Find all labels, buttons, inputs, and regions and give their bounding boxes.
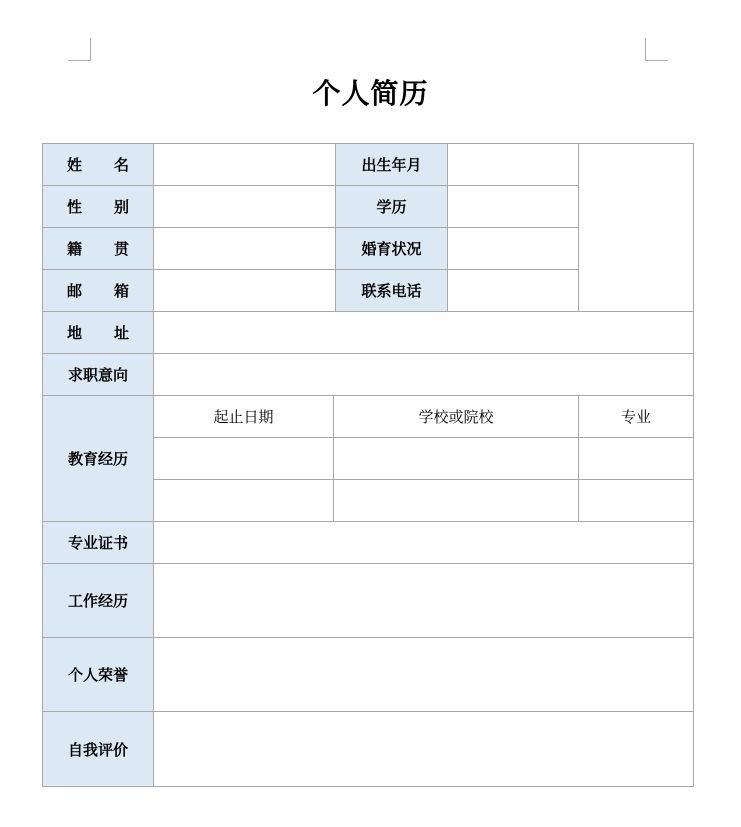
input-cell-education[interactable]: [448, 186, 579, 228]
photo-cell[interactable]: [579, 144, 694, 312]
edu-header-school: 学校或院校: [334, 396, 579, 438]
input-cell-marital[interactable]: [448, 228, 579, 270]
label-birth: 出生年月: [336, 144, 448, 186]
table-row-name: [43, 144, 694, 186]
table-row-job-intent: [43, 354, 694, 396]
input-cell-birth[interactable]: [448, 144, 579, 186]
label-work-experience: 工作经历: [43, 564, 154, 638]
table-row-honors: [43, 638, 694, 712]
edu-cell-major[interactable]: [579, 438, 694, 480]
label-marital: 婚育状况: [336, 228, 448, 270]
input-cell-email[interactable]: [154, 270, 336, 312]
label-self-evaluation: 自我评价: [43, 712, 154, 787]
page-corner-mark-top-left: [68, 38, 91, 61]
input-cell-self-evaluation[interactable]: [154, 712, 694, 787]
table-row-certificates: [43, 522, 694, 564]
input-cell-name[interactable]: [154, 144, 336, 186]
input-cell-certificates[interactable]: [154, 522, 694, 564]
input-cell-gender[interactable]: [154, 186, 336, 228]
table-row-address: [43, 312, 694, 354]
table-row-self-eval: [43, 712, 694, 787]
input-cell-work-experience[interactable]: [154, 564, 694, 638]
resume-table: [42, 143, 694, 787]
label-address: 地 址: [43, 312, 154, 354]
input-cell-job-intent[interactable]: [154, 354, 694, 396]
edu-cell-school[interactable]: [334, 480, 579, 522]
document-title: 个人简历: [312, 77, 429, 110]
page-corner-mark-top-right: [645, 38, 668, 61]
label-native: 籍 贯: [43, 228, 154, 270]
label-gender: 性 别: [43, 186, 154, 228]
label-education: 学历: [336, 186, 448, 228]
edu-header-dates: 起止日期: [154, 396, 334, 438]
table-row-work: [43, 564, 694, 638]
input-cell-honors[interactable]: [154, 638, 694, 712]
input-cell-address[interactable]: [154, 312, 694, 354]
label-name: 姓 名: [43, 144, 154, 186]
edu-cell-school[interactable]: [334, 438, 579, 480]
table-row-education-header: [43, 396, 694, 438]
input-cell-phone[interactable]: [448, 270, 579, 312]
label-job-intent: 求职意向: [43, 354, 154, 396]
label-phone: 联系电话: [336, 270, 448, 312]
edu-cell-dates[interactable]: [154, 438, 334, 480]
label-email: 邮 箱: [43, 270, 154, 312]
label-honors: 个人荣誉: [43, 638, 154, 712]
edu-header-major: 专业: [579, 396, 694, 438]
label-education-history: 教育经历: [43, 396, 154, 522]
input-cell-native[interactable]: [154, 228, 336, 270]
edu-cell-dates[interactable]: [154, 480, 334, 522]
edu-cell-major[interactable]: [579, 480, 694, 522]
label-certificates: 专业证书: [43, 522, 154, 564]
